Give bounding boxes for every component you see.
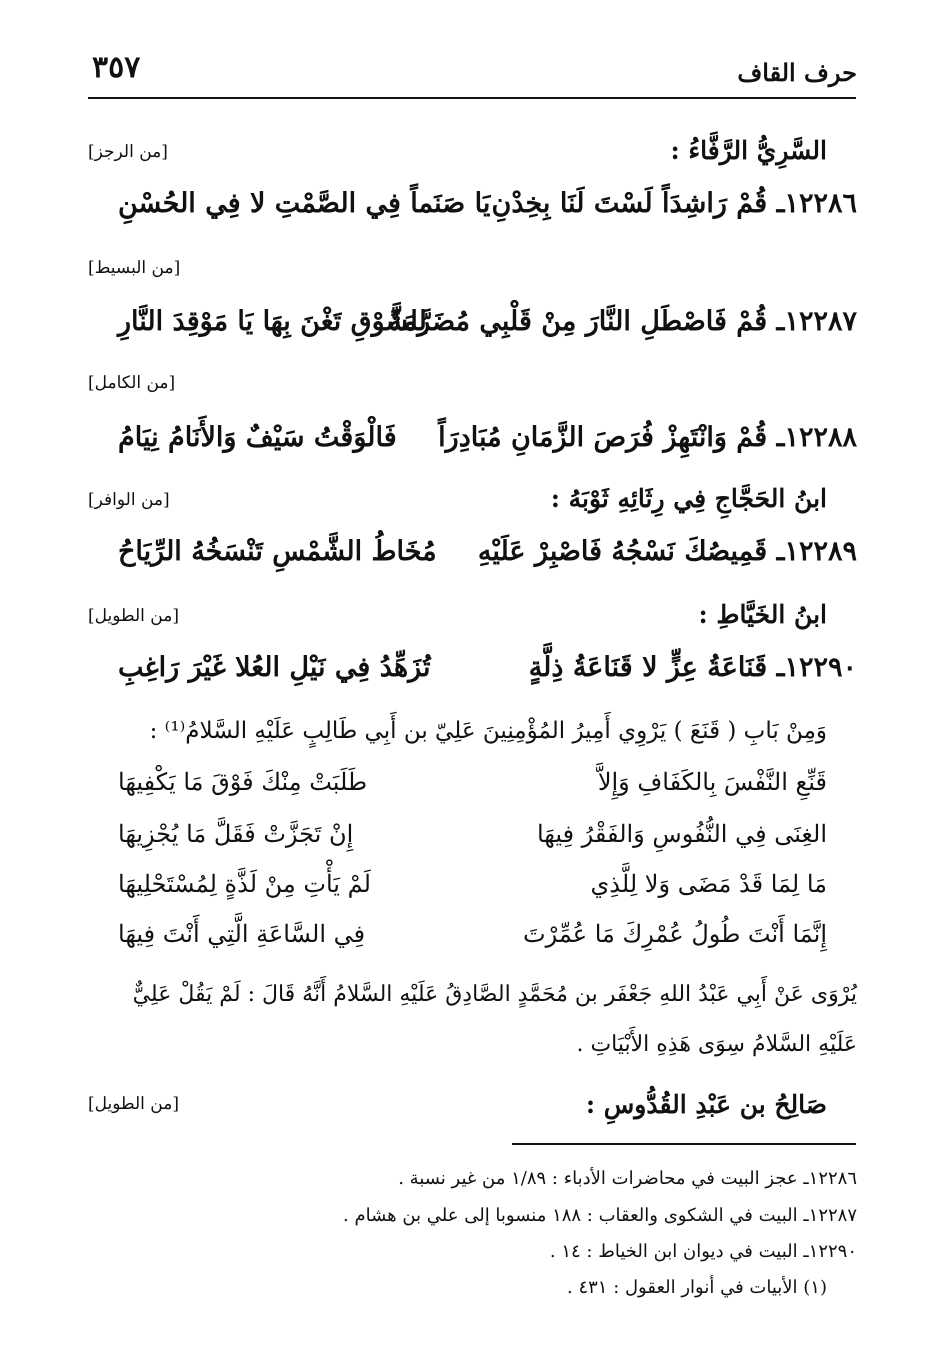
poet-name: ابنُ الحَجَّاجِ فِي رِثَائِهِ ثَوْبَهُ : <box>550 484 827 513</box>
footnote: ١٢٢٨٦ـ عجز البيت في محاضرات الأدباء : ١/٨٩ من غير نسبة . <box>398 1168 857 1189</box>
footnote: ١٢٢٨٧ـ البيت في الشكوى والعقاب : ١٨٨ منسوبا إلى علي بن هشام . <box>343 1205 857 1226</box>
verse-second-hemistich: فَالْوَقْتُ سَيْفٌ وَالأَنَامُ نِيَامُ <box>118 422 397 453</box>
poet-name: السَّرِيُّ الرَّفَّاءُ : <box>670 136 827 165</box>
meter-label: [من الطويل] <box>88 1094 179 1114</box>
meter-label: [من البسيط] <box>88 258 181 278</box>
verse-first-hemistich: ١٢٢٨٧ـ قُمْ فَاصْطَلِ النَّارَ مِنْ قَلْبِي مُضَرَّمَةً <box>388 306 857 337</box>
footnote: ١٢٢٩٠ـ البيت في ديوان ابن الخياط : ١٤ . <box>549 1241 857 1262</box>
verse-first-hemistich: ١٢٢٨٨ـ قُمْ وَانْتَهِزْ فُرَصَ الزَّمَانِ مُبَادِرَاً <box>438 422 857 453</box>
footnote: (١) الأبيات في أنوار العقول : ٤٣١ . <box>567 1277 827 1298</box>
narration-line: عَلَيْهِ السَّلامُ سِوَى هَذِهِ الأَبْيَاتِ . <box>576 1032 857 1057</box>
verse-second-hemistich: تُزَهِّدُ فِي نَيْلِ العُلا غَيْرَ رَاغِبِ <box>118 652 431 683</box>
verse-second-hemistich: لِلشَّوْقِ تَغْنَ بِهَا يَا مَوْقِدَ النَّارِ <box>118 306 427 337</box>
section-intro: وَمِنْ بَابِ ( قَنَعَ ) يَرْوِي أَمِيرُ المُؤْمِنِينَ عَلِيّ بن أَبِي طَالِبٍ عَلَيْهِ السَّلامُ⁽¹⁾ : <box>149 718 827 744</box>
poem-line-first-hemistich: الغِنَى فِي النُّفُوسِ وَالفَقْرُ فِيهَا <box>536 820 827 848</box>
poem-line-first-hemistich: مَا لِمَا قَدْ مَضَى وَلا لِلَّذِي <box>590 870 827 898</box>
verse-first-hemistich: ١٢٢٨٦ـ قُمْ رَاشِدَاً لَسْتَ لَنَا بِخِدْنِ <box>491 188 857 219</box>
meter-label: [من الرجز] <box>88 142 168 162</box>
verse-first-hemistich: ١٢٢٨٩ـ قَمِيصُكَ نَسْجُهُ فَاصْبِرْ عَلَيْهِ <box>477 536 857 567</box>
meter-label: [من الوافر] <box>88 490 170 510</box>
verse-second-hemistich: مُخَاطُ الشَّمْسِ تَنْسَخُهُ الرِّيَاحُ <box>118 536 437 567</box>
verse-first-hemistich: ١٢٢٩٠ـ قَنَاعَةُ عِزٍّ لا قَنَاعَةُ ذِلَّةٍ <box>528 652 857 683</box>
poet-name: ابنُ الخَيَّاطِ : <box>698 600 827 629</box>
header-rule <box>88 97 856 99</box>
page-number: ٣٥٧ <box>92 50 141 85</box>
poem-line-second-hemistich: طَلَبَتْ مِنْكَ فَوْقَ مَا يَكْفِيهَا <box>118 768 368 796</box>
poem-line-second-hemistich: فِي السَّاعَةِ الَّتِي أَنْتَ فِيهَا <box>118 920 366 948</box>
poet-name: صَالِحُ بن عَبْدِ القُدُّوسِ : <box>585 1090 827 1119</box>
poem-line-second-hemistich: إِنْ تَجَزَّتْ فَقَلَّ مَا يُجْزِيهَا <box>118 820 354 848</box>
meter-label: [من الكامل] <box>88 373 176 393</box>
poem-line-second-hemistich: لَمْ يَأْتِ مِنْ لَذَّةٍ لِمُسْتَحْلِيهَا <box>118 870 371 898</box>
verse-second-hemistich: يَا صَنَماً فِي الصَّمْتِ لا فِي الحُسْنِ <box>118 188 491 219</box>
poem-line-first-hemistich: إِنَّمَا أَنْتَ طُولُ عُمْرِكَ مَا عُمِّرْتَ <box>523 920 827 948</box>
running-header-title: حرف القاف <box>737 58 857 87</box>
meter-label: [من الطويل] <box>88 606 179 626</box>
narration-line: يُرْوَى عَنْ أَبِي عَبْدُ اللهِ جَعْفَر بن مُحَمَّدٍ الصَّادِقُ عَلَيْهِ السَّلامُ أَنَّهُ قَالَ : لَمْ يَقُلْ عَلِيٌّ <box>132 982 857 1007</box>
poem-line-first-hemistich: قَنِّعِ النَّفْسَ بِالكَفَافِ وَإِلاَّ <box>597 768 827 796</box>
footnote-rule <box>512 1143 856 1145</box>
